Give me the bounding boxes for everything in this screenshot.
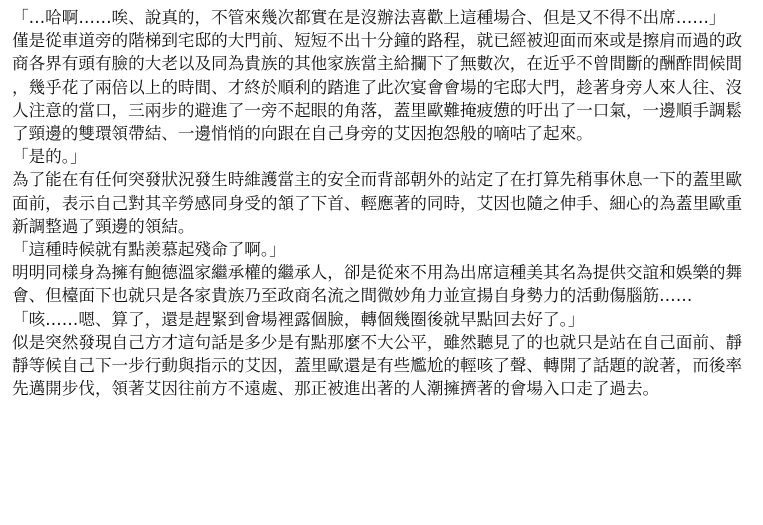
paragraph-dialogue-2: 「是的。」	[12, 147, 87, 167]
paragraph-dialogue-3: 「這種時候就有點羨慕起殘命了啊。」	[12, 240, 286, 260]
story-text	[12, 6, 752, 400]
paragraph-narration-2: 為了能在有任何突發狀況發生時維護當主的安全而背部朝外的站定了在打算先稍事休息一下的蓋里歐面前，表示自己對其辛勞感同身受的頷了下首、輕應著的同時，艾因也隨之伸手、細心的為蓋里歐重新調整過了頸邊的領結。	[12, 170, 743, 236]
paragraph-narration-1: 僅是從車道旁的階梯到宅邸的大門前、短短不出十分鐘的路程，就已經被迎面而來或是擦肩而過的政商各界有頭有臉的大老以及同為貴族的其他家族當主給攔下了無數次，在近乎不曾間斷的酬酢問候間，幾乎花了兩倍以上的時間、才終於順利的踏進了此次宴會會場的宅邸大門，趁著身旁人來人往、沒人注意的當口，三兩步的避進了一旁不起眼的角落，蓋里歐難掩疲憊的吁出了一口氣，一邊順手調鬆了頸邊的雙環領帶結、一邊悄悄的向跟在自己身旁的艾因抱怨般的嘀咕了起來。	[12, 31, 743, 144]
paragraph-dialogue-1: 「…哈啊……唉、說真的，不管來幾次都實在是沒辦法喜歡上這種場合、但是又不得不出席……」	[12, 8, 726, 27]
paragraph-narration-4: 似是突然發現自己方才這句話是多少是有點那麼不大公平，雖然聽見了的也就只是站在自己面前、靜靜等候自己下一步行動與指示的艾因，蓋里歐還是有些尷尬的輕咳了聲、轉開了話題的說著，而後率先邁開步伐，領著艾因往前方不遠處、那正被進出著的人潮擁擠著的會場入口走了過去。	[12, 332, 743, 399]
paragraph-dialogue-4: 「咳……嗯、算了，還是趕緊到會場裡露個臉，轉個幾圈後就早點回去好了。」	[12, 309, 585, 329]
paragraph-narration-3: 明明同樣身為擁有鮑德溫家繼承權的繼承人，卻是從來不用為出席這種美其名為提供交誼和娛樂的舞會、但檯面下也就只是各家貴族乃至政商名流之間微妙角力並宣揚自身勢力的活動傷腦筋……	[12, 263, 743, 306]
